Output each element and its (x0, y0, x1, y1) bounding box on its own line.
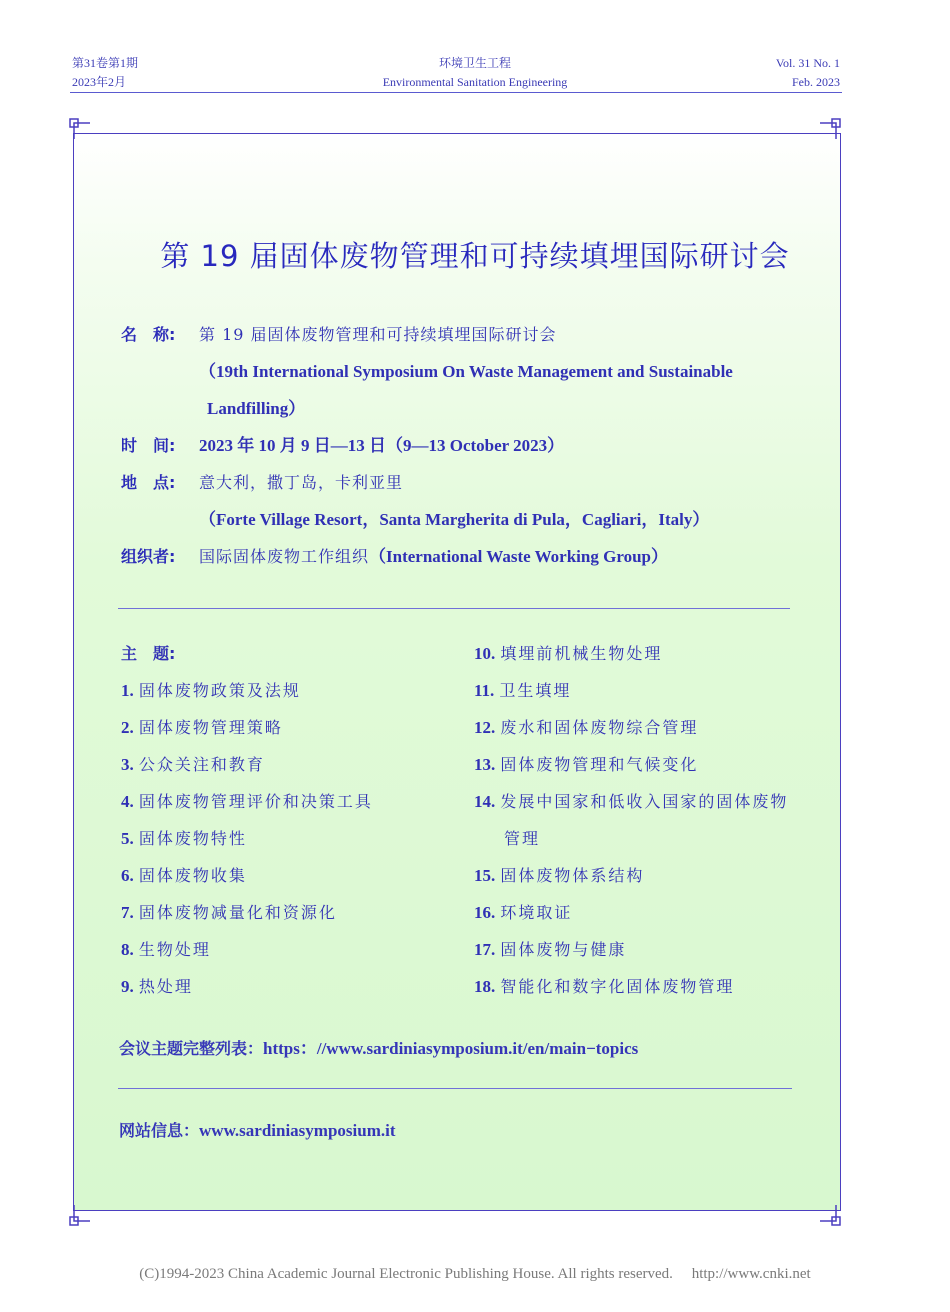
topic-item: 10. 填埋前机械生物处理 (474, 644, 663, 663)
corner-ornament-bottom-right-icon (818, 1203, 842, 1227)
topics-right-column (474, 635, 788, 1005)
place-cn: 意大利，撒丁岛，卡利亚里 (199, 473, 404, 492)
running-header-right (776, 54, 840, 92)
topic-item-continuation: 管理 (504, 829, 541, 848)
corner-ornament-top-right-icon (818, 117, 842, 141)
announcement-title: 第 19 届固体废物管理和可持续填埋国际研讨会 (160, 239, 790, 273)
topics-heading: 主 题: (121, 644, 176, 663)
header-rule (70, 92, 842, 93)
name-label: 名 称: (121, 325, 176, 344)
topics-left-column (121, 635, 373, 1005)
topic-item: 15. 固体废物体系结构 (474, 866, 645, 885)
topic-item: 4. 固体废物管理评价和决策工具 (121, 792, 373, 811)
topics-link[interactable]: https：//www.sardiniasymposium.it/en/main−topics (263, 1039, 639, 1058)
organizer-label: 组织者: (121, 547, 176, 566)
corner-ornament-top-left-icon (68, 117, 92, 141)
topic-item: 9. 热处理 (121, 977, 193, 996)
volume-issue-en: Vol. 31 No. 1 (775, 56, 840, 70)
topic-item: 3. 公众关注和教育 (121, 755, 265, 774)
time-row (121, 427, 564, 464)
name-en-line1: （19th International Symposium On Waste Management and Sustainable (199, 362, 733, 381)
journal-name-cn: 环境卫生工程 (438, 56, 511, 70)
place-label: 地 点: (121, 473, 176, 492)
topic-item: 5. 固体废物特性 (121, 829, 247, 848)
corner-ornament-bottom-left-icon (68, 1203, 92, 1227)
volume-issue-cn: 第31卷第1期 (72, 56, 139, 70)
website-label: 网站信息： (119, 1121, 200, 1140)
copyright-footer (0, 1266, 950, 1283)
topic-item: 7. 固体废物减量化和资源化 (121, 903, 337, 922)
topic-item: 18. 智能化和数字化固体废物管理 (474, 977, 735, 996)
topic-item: 6. 固体废物收集 (121, 866, 247, 885)
date-cn: 2023年2月 (72, 75, 127, 89)
topic-item: 16. 环境取证 (474, 903, 573, 922)
date-en: Feb. 2023 (792, 75, 840, 89)
organizer-row (121, 538, 668, 575)
topic-item: 14. 发展中国家和低收入国家的固体废物 (474, 792, 789, 811)
topic-item: 1. 固体废物政策及法规 (121, 681, 301, 700)
name-en-line2: Landfilling） (207, 399, 306, 418)
topic-item: 17. 固体废物与健康 (474, 940, 627, 959)
website-link[interactable]: www.sardiniasymposium.it (199, 1121, 396, 1140)
topic-item: 13. 固体废物管理和气候变化 (474, 755, 699, 774)
topic-item: 2. 固体废物管理策略 (121, 718, 283, 737)
organizer-en: （International Waste Working Group） (369, 547, 668, 566)
name-row (121, 316, 557, 353)
place-row (121, 464, 403, 501)
place-en: （Forte Village Resort，Santa Margherita di Pula，Cagliari，Italy） (199, 510, 710, 529)
topic-item: 12. 废水和固体废物综合管理 (474, 718, 699, 737)
topic-item: 11. 卫生填埋 (474, 681, 572, 700)
topics-link-row (119, 1034, 638, 1059)
section-divider (118, 1088, 792, 1089)
time-label: 时 间: (121, 436, 176, 455)
topics-link-label: 会议主题完整列表： (119, 1039, 264, 1058)
copyright-text: (C)1994-2023 China Academic Journal Electronic Publishing House. All rights reserved. (139, 1266, 673, 1282)
website-row (119, 1118, 396, 1141)
cnki-link[interactable]: http://www.cnki.net (691, 1266, 811, 1282)
organizer-cn: 国际固体废物工作组织 (199, 547, 370, 566)
journal-name-en: Environmental Sanitation Engineering (382, 75, 568, 89)
name-cn: 第 19 届固体废物管理和可持续填埋国际研讨会 (199, 325, 557, 344)
time-value: 2023 年 10 月 9 日—13 日（9—13 October 2023） (199, 436, 565, 455)
section-divider (118, 608, 790, 609)
topic-item: 8. 生物处理 (121, 940, 211, 959)
